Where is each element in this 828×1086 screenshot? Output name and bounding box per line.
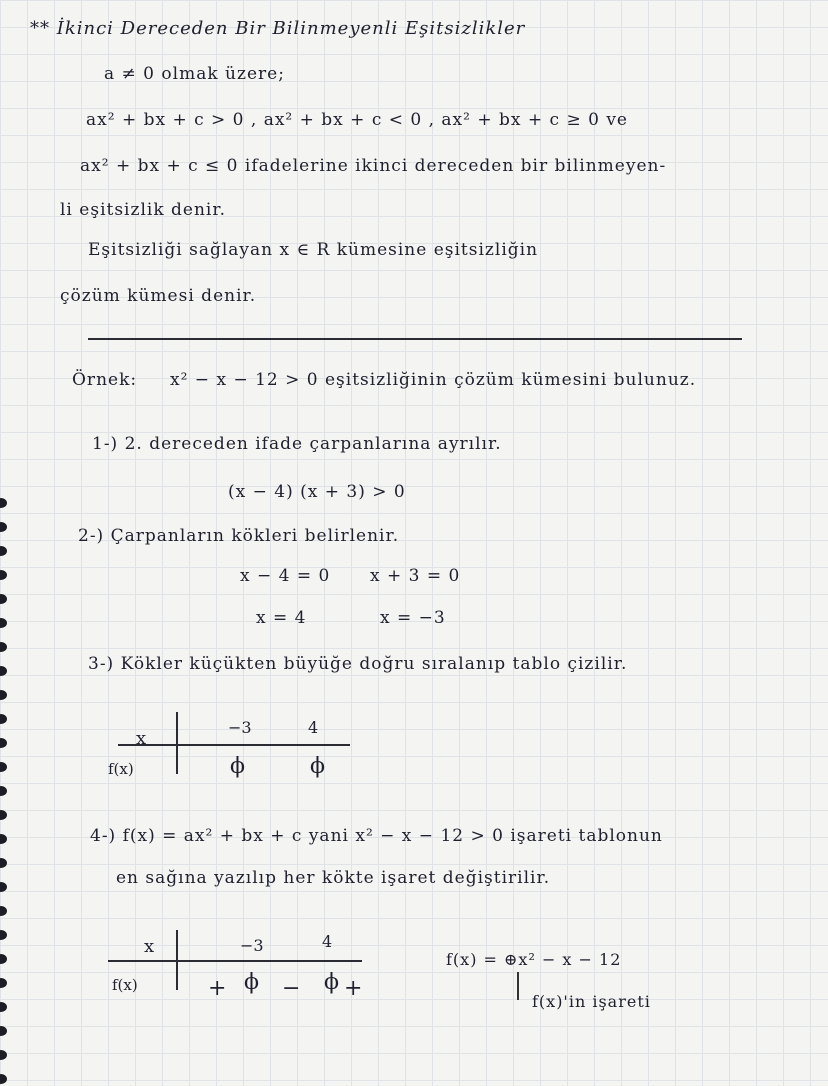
table-2-root-1-mark: ϕ — [244, 970, 259, 995]
binding-hole — [0, 498, 7, 508]
binding-hole — [0, 1026, 7, 1036]
binding-hole — [0, 1050, 7, 1060]
page-title: ** İkinci Dereceden Bir Bilinmeyenli Eşitsizlikler — [30, 18, 526, 39]
step-3: 3-) Kökler küçükten büyüğe doğru sıralanıp tablo çizilir. — [88, 654, 628, 674]
step-4: 4-) f(x) = ax² + bx + c yani x² − x − 12 > 0 işareti tablonun — [90, 826, 663, 846]
binding-hole — [0, 954, 7, 964]
binding-hole — [0, 546, 7, 556]
table-1-root-1-mark: ϕ — [230, 754, 245, 779]
table-2-f-label: f(x) — [112, 976, 138, 994]
table-2-root-1: −3 — [240, 936, 264, 955]
step-2-root-1: x = 4 — [256, 608, 307, 628]
binding-hole — [0, 1074, 7, 1084]
binding-hole — [0, 666, 7, 676]
step-1-equation: (x − 4) (x + 3) > 0 — [228, 482, 406, 502]
definition-end: li eşitsizlik denir. — [60, 200, 227, 220]
table-1-root-2-mark: ϕ — [310, 754, 325, 779]
binding-hole — [0, 786, 7, 796]
binding-hole — [0, 738, 7, 748]
binding-hole — [0, 906, 7, 916]
binding-hole — [0, 570, 7, 580]
binding-hole — [0, 834, 7, 844]
step-2: 2-) Çarpanların kökleri belirlenir. — [78, 526, 400, 546]
table-2-x-label: x — [144, 936, 155, 957]
step-4-cont: en sağına yazılıp her kökte işaret değiştirilir. — [116, 868, 551, 888]
table-2-horizontal-line — [108, 960, 362, 962]
table-1-root-2: 4 — [308, 718, 319, 737]
table-1-x-label: x — [136, 728, 147, 749]
table-1-f-label: f(x) — [108, 760, 134, 778]
binding-hole — [0, 762, 7, 772]
binding-hole — [0, 978, 7, 988]
binding-hole — [0, 522, 7, 532]
example-label: Örnek: — [72, 370, 138, 390]
table-2-root-2: 4 — [322, 932, 333, 951]
table-1-root-1: −3 — [228, 718, 252, 737]
side-note-function: f(x) = ⊕x² − x − 12 — [446, 950, 622, 969]
side-note-arrow — [517, 972, 519, 1000]
table-1-horizontal-line — [118, 744, 350, 746]
binding-hole — [0, 594, 7, 604]
solution-set-definition-end: çözüm kümesi denir. — [60, 286, 257, 306]
solution-set-definition: Eşitsizliği sağlayan x ∈ R kümesine eşitsizliğin — [88, 240, 539, 260]
binding-hole — [0, 642, 7, 652]
step-2-eq-2: x + 3 = 0 — [370, 566, 461, 586]
binding-hole — [0, 882, 7, 892]
side-note-sign-label: f(x)'in işareti — [532, 992, 651, 1011]
table-2-root-2-mark: ϕ — [324, 970, 339, 995]
table-2-sign-3: + — [344, 976, 363, 1001]
condition-text: a ≠ 0 olmak üzere; — [104, 64, 285, 84]
binding-hole — [0, 690, 7, 700]
table-1-vertical-line — [176, 712, 178, 774]
notebook-binding-holes — [0, 0, 14, 1086]
step-2-root-2: x = −3 — [380, 608, 446, 628]
binding-hole — [0, 858, 7, 868]
example-problem: x² − x − 12 > 0 eşitsizliğinin çözüm kümesini bulunuz. — [170, 370, 697, 390]
binding-hole — [0, 930, 7, 940]
table-2-sign-2: − — [282, 976, 301, 1001]
inequality-forms: ax² + bx + c > 0 , ax² + bx + c < 0 , ax² + bx + c ≥ 0 ve — [86, 110, 628, 130]
binding-hole — [0, 1002, 7, 1012]
table-2-sign-1: + — [208, 976, 227, 1001]
inequality-forms-cont: ax² + bx + c ≤ 0 ifadelerine ikinci dereceden bir bilinmeyen- — [80, 156, 667, 176]
binding-hole — [0, 618, 7, 628]
binding-hole — [0, 714, 7, 724]
divider-line — [88, 338, 742, 340]
step-1: 1-) 2. dereceden ifade çarpanlarına ayrılır. — [92, 434, 502, 454]
step-2-eq-1: x − 4 = 0 — [240, 566, 331, 586]
binding-hole — [0, 810, 7, 820]
